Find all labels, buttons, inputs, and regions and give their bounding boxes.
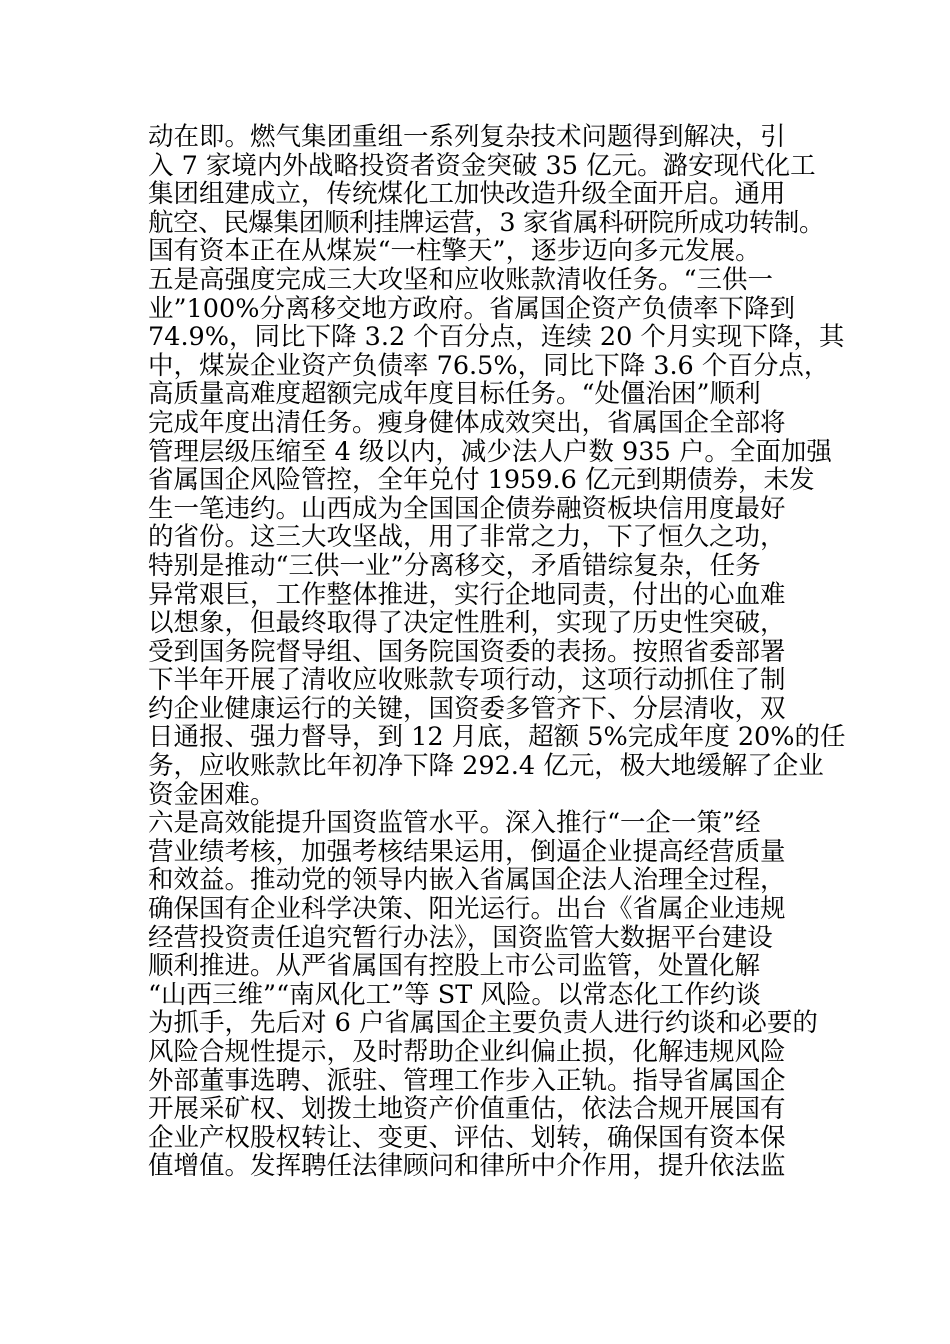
text-line: 风险合规性提示，及时帮助企业纠偏止损，化解违规风险 (148, 1037, 786, 1067)
text-line: 动在即。燃气集团重组一系列复杂技术问题得到解决，引 (148, 122, 786, 152)
text-line: 中，煤炭企业资产负债率 76.5%，同比下降 3.6 个百分点， (148, 350, 830, 381)
text-line: 资金困难。 (148, 779, 276, 810)
text-line: 顺利推进。从严省属国有控股上市公司监管，处置化解 (148, 951, 761, 982)
text-line: 业”100%分离移交地方政府。省属国企资产负债率下降到 (148, 293, 795, 324)
text-line: 五是高强度完成三大攻坚和应收账款清收任务。“三供一 (148, 264, 774, 295)
text-line: 下半年开展了清收应收账款专项行动，这项行动抓住了制 (148, 665, 786, 696)
text-line: 和效益。推动党的领导内嵌入省属国企法人治理全过程， (148, 865, 786, 896)
text-line: 务，应收账款比年初净下降 292.4 亿元，极大地缓解了企业 (148, 751, 824, 782)
text-line: 航空、民爆集团顺利挂牌运营，3 家省属科研院所成功转制。 (148, 207, 825, 238)
text-line: 为抓手，先后对 6 户省属国企主要负责人进行约谈和必要的 (148, 1008, 818, 1039)
text-line: 企业产权股权转让、变更、评估、划转，确保国有资本保 (148, 1122, 786, 1153)
text-line: 74.9%，同比下降 3.2 个百分点，连续 20 个月实现下降，其 (148, 322, 845, 353)
text-line: 的省份。这三大攻坚战，用了非常之力，下了恒久之功， (148, 522, 786, 553)
text-line: 异常艰巨，工作整体推进，实行企地同责，付出的心血难 (148, 579, 786, 610)
text-line: 确保国有企业科学决策、阳光运行。出台《省属企业违规 (148, 894, 786, 925)
text-line: 以想象，但最终取得了决定性胜利，实现了历史性突破， (148, 608, 786, 639)
text-line: 日通报、强力督导，到 12 月底，超额 5%完成年度 20%的任 (148, 722, 846, 753)
text-line: “山西三维”“南风化工”等 ST 风险。以常态化工作约谈 (148, 979, 761, 1010)
text-line: 入 7 家境内外战略投资者资金突破 35 亿元。潞安现代化工 (148, 150, 816, 181)
text-line: 集团组建成立，传统煤化工加快改造升级全面开启。通用 (148, 179, 786, 210)
text-line: 六是高效能提升国资监管水平。深入推行“一企一策”经 (148, 808, 761, 839)
text-line: 经营投资责任追究暂行办法》，国资监管大数据平台建设 (148, 922, 773, 953)
text-line: 生一笔违约。山西成为全国国企债券融资板块信用度最好 (148, 493, 786, 524)
document-body (148, 122, 846, 1182)
text-line: 值增值。发挥聘任法律顾问和律所中介作用，提升依法监 (148, 1151, 786, 1182)
text-line: 管理层级压缩至 4 级以内，减少法人户数 935 户。全面加强 (148, 436, 832, 467)
text-line: 开展采矿权、划拨土地资产价值重估，依法合规开展国有 (148, 1094, 786, 1125)
text-line: 特别是推动“三供一业”分离移交，矛盾错综复杂，任务 (148, 550, 761, 581)
text-line: 完成年度出清任务。瘦身健体成效突出，省属国企全部将 (148, 407, 786, 438)
text-line: 外部董事选聘、派驻、管理工作步入正轨。指导省属国企 (148, 1065, 786, 1096)
text-line: 国有资本正在从煤炭“一柱擎天”，逐步迈向多元发展。 (148, 236, 761, 267)
text-line: 营业绩考核，加强考核结果运用，倒逼企业提高经营质量 (148, 836, 786, 867)
text-line: 高质量高难度超额完成年度目标任务。“处僵治困”顺利 (148, 379, 761, 410)
text-line: 约企业健康运行的关键，国资委多管齐下、分层清收，双 (148, 693, 786, 724)
text-line: 受到国务院督导组、国务院国资委的表扬。按照省委部署 (148, 636, 786, 667)
text-line: 省属国企风险管控，全年兑付 1959.6 亿元到期债券，未发 (148, 465, 815, 496)
